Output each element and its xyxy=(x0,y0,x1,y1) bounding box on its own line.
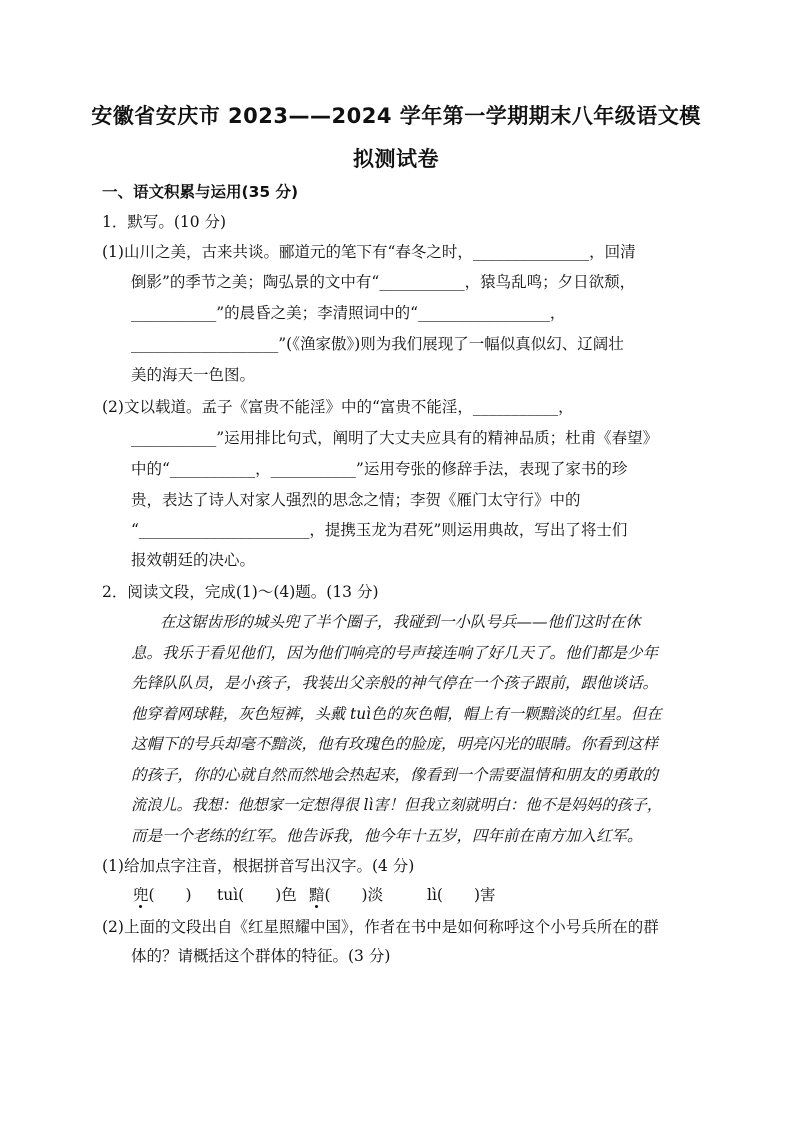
q1-part1-line4: ___________________”(《渔家傲》)则为我们展现了一幅似真似幻、辽阔壮 xyxy=(131,335,624,353)
q2-sub2-line2: 体的？请概括这个群体的特征。(3 分) xyxy=(131,947,391,965)
q2-sub2-line1: (2)上面的文段出自《红星照耀中国》，作者在书中是如何称呼这个小号兵所在的群 xyxy=(102,918,659,936)
q2-stem: 2．阅读文段，完成(1)～(4)题。(13 分) xyxy=(102,583,379,601)
passage-line: 先锋队队员，是小孩子，我装出父亲般的神气停在一个孩子跟前，跟他谈话。 xyxy=(131,674,659,692)
q1-part2-line1: (2)文以载道。孟子《富贵不能淫》中的“富贵不能淫，___________， xyxy=(102,398,574,416)
passage-line: 他穿着网球鞋，灰色短裤，头戴 tuì色的灰色帽，帽上有一颗黯淡的红星。但在 xyxy=(131,705,662,723)
q1-part2-line6: 报效朝廷的决心。 xyxy=(131,551,256,569)
q1-part1-line2: 倒影”的季节之美；陶弘景的文中有“___________，猿鸟乱鸣；夕日欲颓， xyxy=(131,273,636,291)
q1-part2-line4: 贵，表达了诗人对家人强烈的思念之情；李贺《雁门太守行》中的 xyxy=(131,491,581,509)
q1-part2-line3: 中的“___________，___________”运用夸张的修辞手法，表现了家书的珍 xyxy=(131,460,628,478)
passage-line: 而是一个老练的红军。他告诉我，他今年十五岁，四年前在南方加入红军。 xyxy=(131,827,643,845)
page-title-line1: 安徽省安庆市 2023——2024 学年第一学期期末八年级语文模 xyxy=(91,104,701,128)
passage-line: 的孩子，你的心就自然而然地会热起来，像看到一个需要温情和朋友的勇敢的 xyxy=(131,766,659,784)
emphasis-dot xyxy=(316,889,317,903)
q1-part1-line1: (1)山川之美，古来共谈。郦道元的笔下有“春冬之时，_______________，回清 xyxy=(102,243,636,261)
q1-part2-line2: ___________”运用排比句式，阐明了大丈夫应具有的精神品质；杜甫《春望》 xyxy=(131,429,659,447)
passage-line: 流浪儿。我想：他想家一定想得很 lì害！但我立刻就明白：他不是妈妈的孩子， xyxy=(131,796,663,814)
emphasis-dot xyxy=(140,889,141,903)
section1-heading: 一、语文积累与运用(35 分) xyxy=(102,183,299,201)
pinyin-item-tui: tuì( )色 xyxy=(217,886,297,904)
q2-sub1-stem: (1)给加点字注音，根据拼音写出汉字。(4 分) xyxy=(102,857,415,875)
q1-part2-line5: “______________________，提携玉龙为君死”则运用典故，写出了将士们 xyxy=(131,521,628,539)
passage-line: 这帽下的号兵却毫不黯淡，他有玫瑰色的脸庞，明亮闪光的眼睛。你看到这样 xyxy=(131,735,659,753)
passage-line: 息。我乐于看见他们，因为他们响亮的号声接连响了好几天了。他们都是少年 xyxy=(131,644,659,662)
q1-stem: 1．默写。(10 分) xyxy=(102,213,227,231)
pinyin-item-an: 黯( )淡 xyxy=(309,886,384,904)
q1-part1-line5: 美的海天一色图。 xyxy=(131,366,256,384)
page-title-line2: 拟测试卷 xyxy=(353,147,439,171)
pinyin-item-dou: 兜( ) xyxy=(133,886,192,904)
pinyin-item-li: lì( )害 xyxy=(427,886,496,904)
passage-line: 在这锯齿形的城头兜了半个圈子，我碰到一小队号兵——他们这时在休 xyxy=(160,613,641,631)
q1-part1-line3: ___________”的晨昏之美；李清照词中的“_________________， xyxy=(131,304,566,322)
